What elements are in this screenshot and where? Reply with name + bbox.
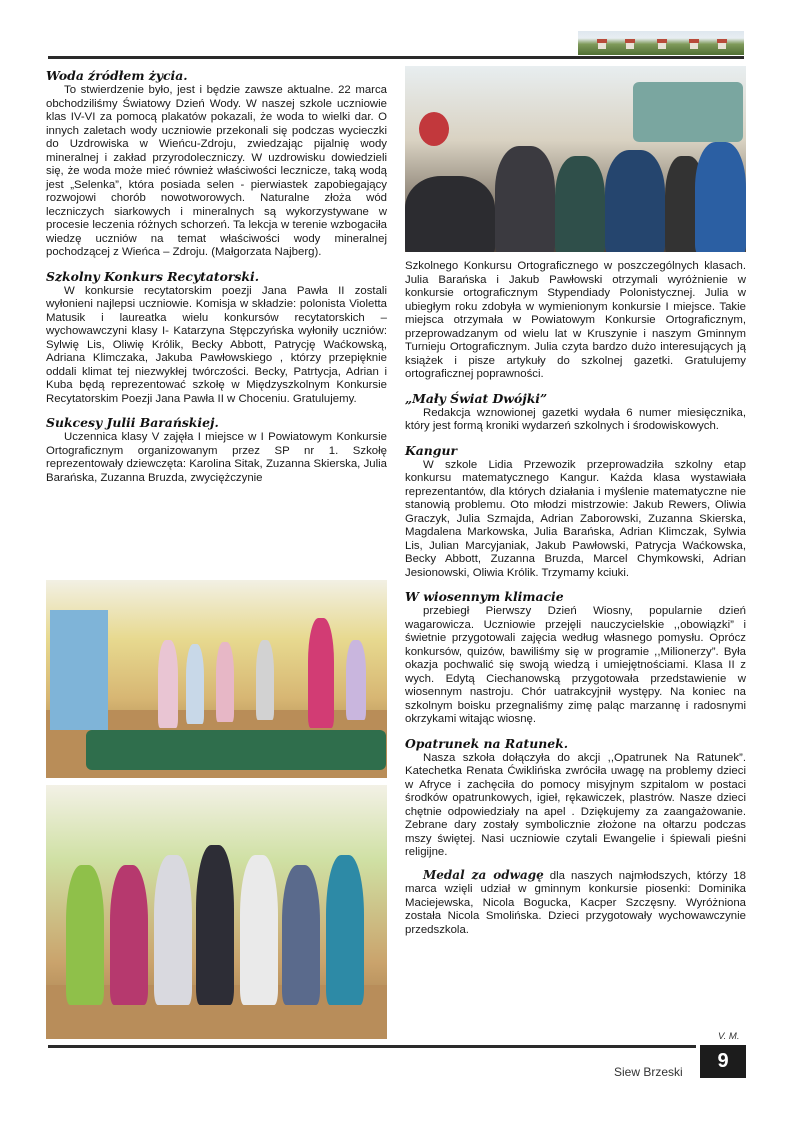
right-column [405, 260, 746, 937]
article-text-konkurs: W konkursie recytatorskim poezji Jana Pawła II zostali wyłonieni najlepsi uczniowie. Komisja w składzie: polonista Violetta Matusik i laureatka wielu konkursów recytatorskich – wychowawczyni klasy I- Katarzyna Stępczyńska wyłoniły uczniów: Sylwię Lis, Oliwię Królik, Becky Abbott, Patrycję Waćkowską, Adriana Klimczaka, Jakuba Pawłowskiego , którzy przepięknie oddali klimat tej niezwykłej twórczości. Becky, Patrtycja, Adrian i Kuba będą reprezentować szkołę w Międzyszkolnym Konkursie Recytatorskim Poezji Jana Pawła II w Choceniu. Gratulujemy. [46, 284, 387, 405]
photo-pump-room-visit [405, 66, 746, 252]
header-rule [48, 56, 744, 59]
article-title-opatrunek: Opatrunek na Ratunek. [405, 735, 569, 751]
article-medal [405, 869, 746, 938]
article-title-sukcesy: Sukcesy Julii Barańskiej. [46, 415, 219, 430]
article-text-wiosna: przebiegł Pierwszy Dzień Wiosny, popularnie dzień wagarowicza. Uczniowie przejęli nauczycielskie ,,obowiązki” i świetnie przygotowali zajęcia według własnego pomysłu. Oprócz konkursów, quizów, bawiliśmy się w programie ,,Milionerzy”. Była okazja pochwalić się swoją wiedzą i umiejętnościami. Klasa II z wych. Edytą Ciechanowską przygotowała przedstawienie w wiosennym nastroju. Chór uatrakcyjnił występy. Na koniec na szkolnym boisku przegnaliśmy zimę paląc marzannę i radosnymi okrzykami witając wiosnę. [405, 605, 746, 725]
header-village-photo [578, 31, 744, 55]
article-text-sukcesy-continued: Szkolnego Konkursu Ortograficznego w poszczególnych klasach. Julia Barańska i Jakub Pawłowski otrzymali wyróżnienie w konkursie ortograficznym Stypendiady Polonistycznej. Julia w ubiegłym roku zdobyła w wymienionym konkursie I miejsce. Takie miejsca otrzymała w Powiatowym Konkursie Ortograficznym, przeprowadzanym od wielu lat w Kruszynie i naszym Gminnym Turnieju Ortograficznym. Julia czyta bardzo dużo interesujących ją książek i pisze artykuły do szkolnej gazetki. Gratulujemy ortograficznej poprawności. [405, 260, 746, 380]
article-text-woda: To stwierdzenie było, jest i będzie zawsze aktualne. 22 marca obchodziliśmy Światowy Dzień Wody. W naszej szkole uczniowie klas IV-VI za pomocą plakatów pokazali, że woda to wielki dar. O innych zaletach wody uczniowie przekonali się podczas wycieczki do Uzdrowiska w Wieńcu-Zdroju, zwiedzając pijalnię wody mineralnej i zakład przyrodoleczniczy. W uzdrowisku dowiedzieli się, że woda może mieć również właściwości lecznicze, taką wodą jest „Selenka”, która posiada selen - pierwiastek zapobiegający rozwojowi chorób nowotworowych. Naturalne złoża wód leczniczych siarkowych i mineralnych są wykorzystywane w procesie leczenia różnych schorzeń. Ta lekcja w terenie wzbogaciła wiedzę uczniów na temat właściwości wody mineralnej pochodzącej z Wieńca – Zdroju. (Małgorzata Najberg). [46, 84, 387, 258]
photo-recitation-contest [46, 580, 387, 778]
article-title-kangur: Kangur [405, 442, 458, 458]
publication-name: Siew Brzeski [614, 1065, 683, 1079]
article-title-wiosna: W wiosennym klimacie [405, 589, 564, 604]
page-number: 9 [700, 1045, 746, 1078]
article-text-maly: Redakcja wznowionej gazetki wydała 6 numer miesięcznika, który jest formą kroniki wydarzeń szkolnych i środowiskowych. [405, 406, 746, 432]
author-signature: V. M. [718, 1031, 740, 1042]
left-column [46, 68, 387, 485]
article-title-woda: Woda źródłem życia. [46, 68, 188, 83]
article-title-konkurs: Szkolny Konkurs Recytatorski. [46, 268, 260, 284]
footer-rule [48, 1045, 696, 1048]
article-lead-medal: Medal za odwagę [423, 867, 544, 882]
article-text-kangur: W szkole Lidia Przewozik przeprowadziła szkolny etap konkursu matematycznego Kangur. Każda klasa wystawiała reprezentantów, dla których działania i myślenie matematyczne nie stanowią problemu. Oto młodzi mistrzowie: Jakub Rewers, Oliwia Graczyk, Julia Szmajda, Adrian Zaborowski, Zuzanna Skierska, Magdalena Markowska, Julia Barańska, Adrian Klimczak, Sylwia Lis, Julian Marcyjaniak, Jakub Pawłowski, Patrycja Waćkowska, Becky Abbott, Zuzanna Bruzda, Marcel Chymkowski, Adrian Jesionowski, Oliwia Królik. Trzymamy kciuki. [405, 458, 746, 579]
article-title-maly: „Mały Świat Dwójki” [405, 390, 548, 406]
article-text-sukcesy: Uczennica klasy V zajęła I miejsce w I Powiatowym Konkursie Ortograficznym organizowanym przez SP nr 1. Szkołę reprezentowały dziewczęta: Karolina Sitak, Zuzanna Skierska, Julia Barańska, Zuzanna Bruzda, zwyciężczynie [46, 431, 387, 484]
article-text-opatrunek: Nasza szkoła dołączyła do akcji ,,Opatrunek Na Ratunek”. Katechetka Renata Ćwiklińska zwróciła uwagę na problemy dzieci w Afryce i zachęciła do pomocy misyjnym szpitalom w postaci środków opatrunkowych, igieł, rękawiczek, plastrów. Nasze dzieci chętnie odpowiedziały na apel . Dziękujemy za zaangażowanie. Zebrane dary zostały symbolicznie złożone na ołtarzu podczas mszy świętej. Nasi uczniowie czytali Ewangelie i śpiewali pieśni religijne. [405, 751, 746, 858]
article-text-medal: dla naszych najmłodszych, którzy 18 marca wzięli udział w gminnym konkursie piosenki: Dominika Maciejewska, Nicola Bogucka, Kacper Szczęsny. Wyróżniona została Nicola Smolińska. Dzieci przygotowały wychowawczynie przedszkola. [405, 869, 746, 936]
photo-group-certificates [46, 785, 387, 1039]
